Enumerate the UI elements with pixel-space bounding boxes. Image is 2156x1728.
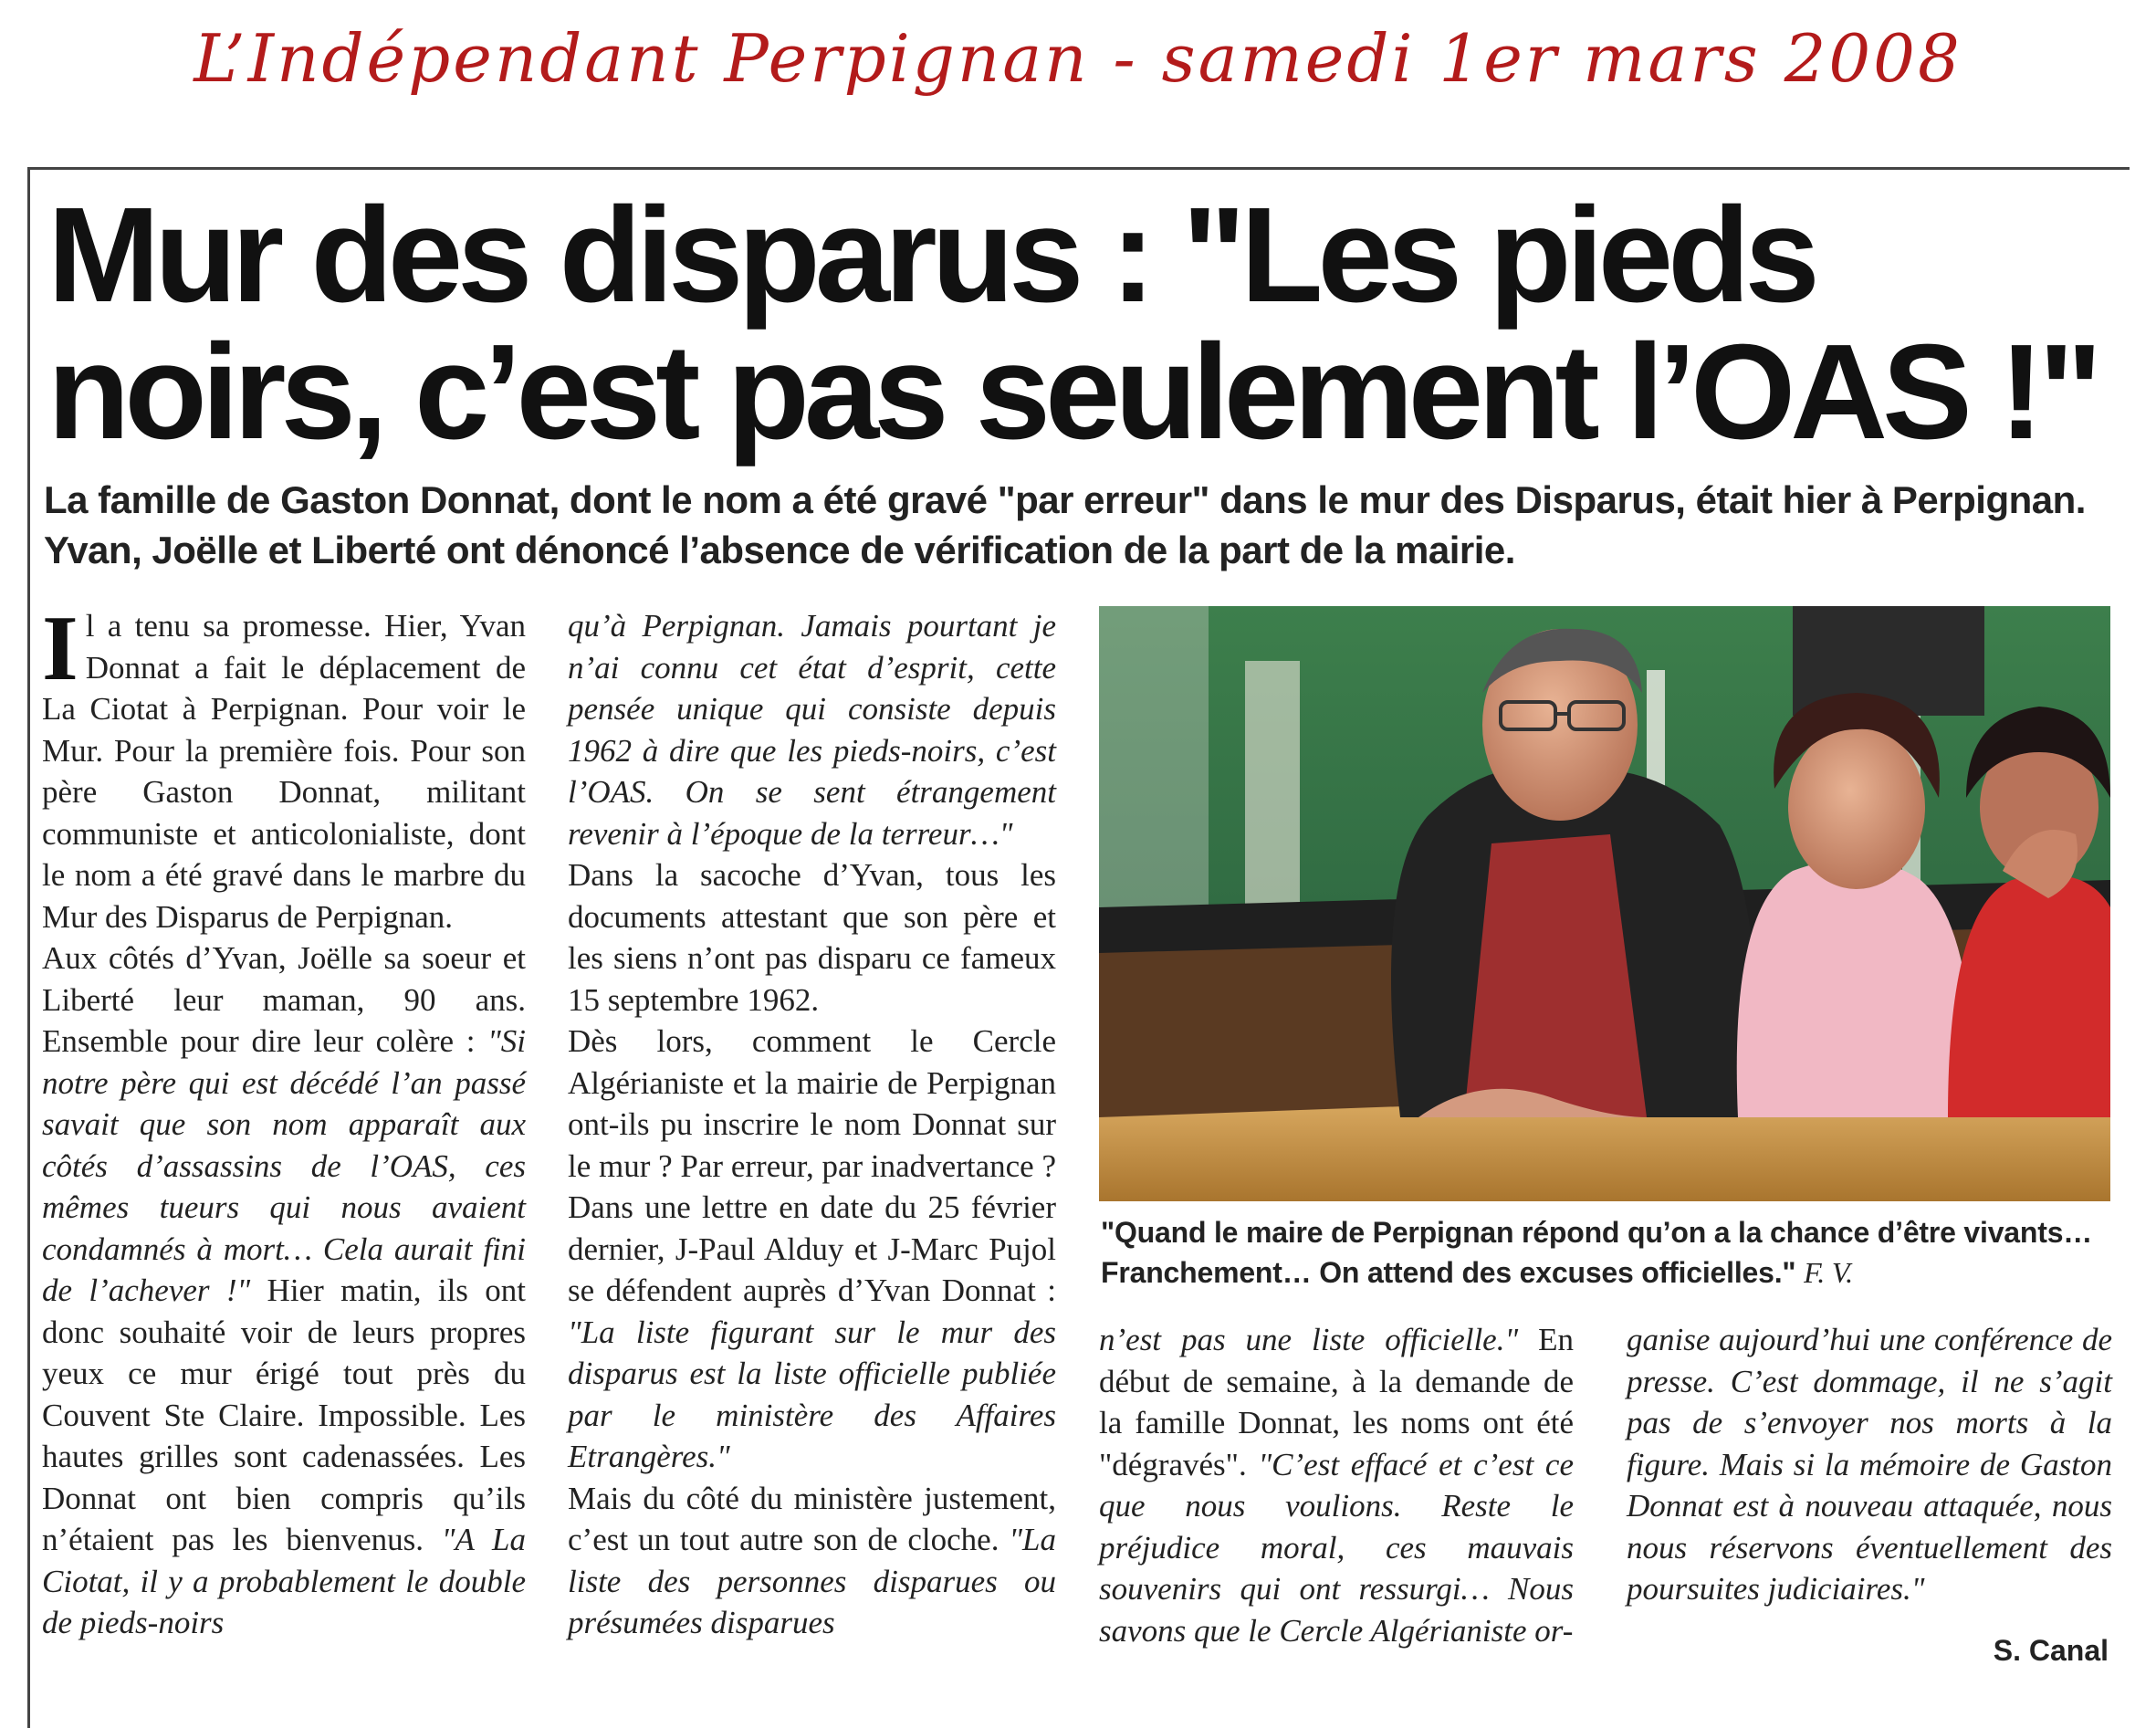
column-2-paragraph-1 bbox=[568, 605, 1056, 854]
quote: "La liste des personnes disparues ou présumées disparues bbox=[568, 1522, 1056, 1640]
quote: n’est pas une liste officielle." bbox=[1099, 1322, 1519, 1357]
column-4-paragraph-1 bbox=[1627, 1319, 2112, 1610]
author-byline: S. Canal bbox=[1993, 1634, 2109, 1667]
photo-credit: F. V. bbox=[1804, 1256, 1853, 1289]
quote: ganise aujourd’hui une conférence de presse. C’est dommage, il ne s’agit pas de s’envoyer nos morts à la figure. Mais si la mémoire de Gaston Donnat est à nouveau attaquée, nous nous réservons éventuellement des poursuites judiciaires." bbox=[1627, 1322, 2112, 1607]
article-column-4 bbox=[1627, 1319, 2112, 1610]
article-column-3 bbox=[1099, 1319, 1574, 1651]
column-2-paragraph-2: Dans la sacoche d’Yvan, tous les documents attestant que son père et les siens n’ont pas disparu ce fameux 15 septembre 1962. bbox=[568, 857, 1056, 1018]
column-2-paragraph-3: Dès lors, comment le Cercle Algérianiste et la mairie de Perpignan ont-ils pu inscrire le nom Donnat sur le mur ? Par erreur, par inadvertance ? Dans une lettre en date du 25 février dernier, J-Paul Alduy et J-Marc Pujol se défendent auprès d’Yvan Donnat : "La liste figurant sur le mur des disparus est la liste officielle publiée par le ministère des Affaires Etrangères." bbox=[568, 1023, 1056, 1474]
column-2-paragraph-4: Mais du côté du ministère justement, c’est un tout autre son de cloche. "La liste des personnes disparues ou présumées disparues bbox=[568, 1480, 1056, 1640]
column-1-paragraph-1: Il a tenu sa promesse. Hier, Yvan Donnat a fait le déplacement de La Ciotat à Perpignan. Pour voir le Mur. Pour la première fois. Pour son père Gaston Donnat, militant communiste et anticolonialiste, dont le nom a été gravé dans le marbre du Mur des Disparus de Perpignan. bbox=[42, 597, 526, 935]
article-column-2 bbox=[568, 605, 1056, 1644]
quote: "A La Ciotat, il y a probablement le double de pieds-noirs bbox=[42, 1522, 526, 1640]
column-3-paragraph-1: n’est pas une liste officielle." En début de semaine, à la demande de la famille Donnat, les noms ont été "dégravés". "C’est effacé et c’est ce que nous voulions. Reste le préjudice moral, ces mauvais souvenirs qui ont ressurgi… Nous savons que le Cercle Algérianiste or- bbox=[1099, 1322, 1574, 1649]
headline-line-2: noirs, c’est pas seulement l’OAS !" bbox=[47, 317, 2098, 467]
article-column-1 bbox=[42, 597, 526, 1644]
drop-cap: I bbox=[42, 597, 78, 700]
newspaper-source-caption: L’Indépendant Perpignan - samedi 1er mars 2008 bbox=[194, 20, 1962, 97]
column-1-paragraph-2: Aux côtés d’Yvan, Joëlle sa soeur et Liberté leur maman, 90 ans. Ensemble pour dire leur colère : "Si notre père qui est décédé l’an passé savait que son nom apparaît aux côtés d’assassins de l’OAS, ces mêmes tueurs qui nous avaient condamnés à mort… Cela aurait fini de l’achever !" Hier matin, ils ont donc souhaité voir de leurs propres yeux ce mur érigé tout près du Couvent Ste Claire. Impossible. Les hautes grilles sont cadenassées. Les Donnat ont bien compris qu’ils n’étaient pas les bienvenus. "A La Ciotat, il y a probablement le double de pieds-noirs bbox=[42, 940, 526, 1640]
quote: qu’à Perpignan. Jamais pourtant je n’ai connu cet état d’esprit, cette pensée unique qui consiste depuis 1962 à dire que les pieds-noirs, c’est l’OAS. On se sent étrangement revenir à l’époque de la terreur…" bbox=[568, 608, 1056, 852]
photo-caption: "Quand le maire de Perpignan répond qu’on a la chance d’être vivants… Franchement… On attend des excuses officielles." F. V. bbox=[1101, 1216, 2093, 1289]
quote: "C’est effacé et c’est ce que nous voulions. Reste le préjudice moral, ces mauvais souvenirs qui ont ressurgi… Nous savons que le Cercle Algérianiste or- bbox=[1099, 1446, 1574, 1649]
article-lead: La famille de Gaston Donnat, dont le nom a été gravé "par erreur" dans le mur des Disparus, était hier à Perpignan. Yvan, Joëlle et Liberté ont dénoncé l’absence de vérification de la part de la mairie. bbox=[44, 478, 2086, 571]
article-headline bbox=[47, 180, 2147, 467]
article-photo bbox=[1099, 606, 2110, 1201]
quote: "La liste figurant sur le mur des disparus est la liste officielle publiée par le ministère des Affaires Etrangères." bbox=[568, 1314, 1056, 1474]
headline-line-1: Mur des disparus : "Les pieds bbox=[47, 180, 1815, 330]
quote: "Si notre père qui est décédé l’an passé savait que son nom apparaît aux côtés d’assassins de l’OAS, ces mêmes tueurs qui nous avaient condamnés à mort… Cela aurait fini de l’achever !" bbox=[42, 1023, 526, 1308]
